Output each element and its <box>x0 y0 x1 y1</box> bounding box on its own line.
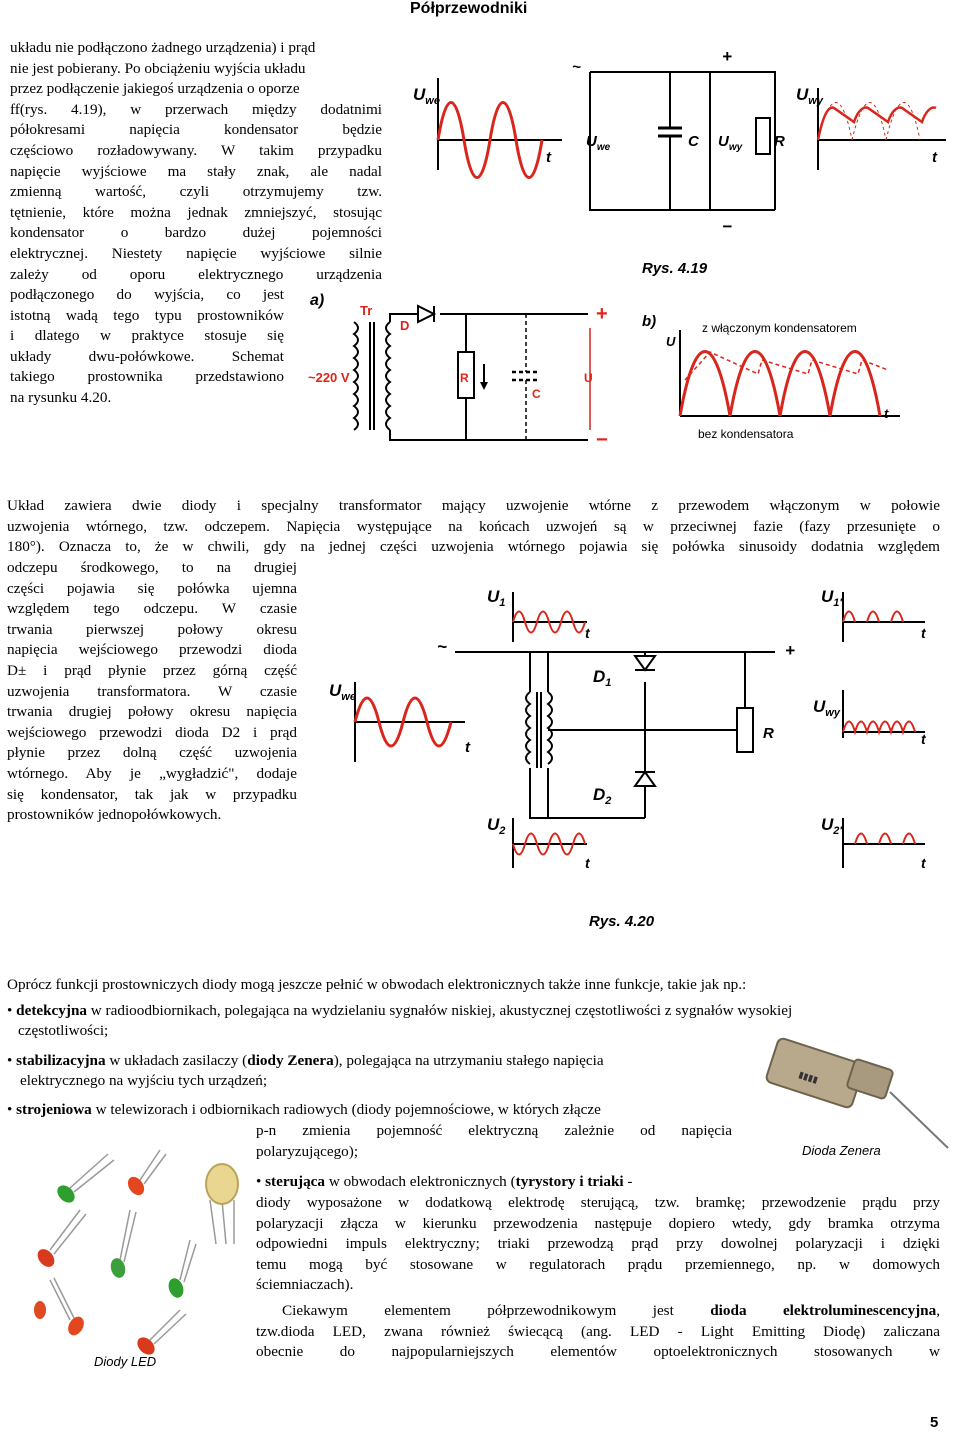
top-paragraph-narrow <box>10 285 284 409</box>
diode-lead <box>890 1092 948 1148</box>
t-label: t <box>921 625 926 641</box>
d2-label: $D_2$ <box>593 785 612 807</box>
led-caption: Diody LED <box>94 1354 157 1369</box>
bullet-stabilizacyjna <box>7 1051 737 1072</box>
text-line: przez podłączenie jakiegoś urządzenia o oporze <box>10 80 300 98</box>
figure-caption: Rys. 4.20 <box>589 913 655 930</box>
bullet-text: w radioodbiornikach, polegająca na wydzielaniu sygnałów niskiej, akustycznej częstotliwości z sygnałów wysokiej <box>87 1002 793 1019</box>
bullet-strojeniowa <box>7 1100 737 1121</box>
bullet-continuation: częstotliwości; <box>18 1022 109 1039</box>
text-line: elektrycznej. Niestety napięcie wyjściowe silnie <box>10 244 382 262</box>
bullet-term: diody Zenera <box>247 1052 334 1069</box>
text-line: wejściowego przewodzi dioda D2 i prąd <box>7 723 297 741</box>
u1-label: $U_1$ <box>487 587 506 609</box>
u1p-label: $U_{1'}$ <box>821 587 843 609</box>
text-line: odpowiedni impuls elektryczny; triaki przewodzą prąd przy dowolnej polaryzacji i dzięki <box>256 1235 940 1253</box>
t-label: t <box>921 731 926 747</box>
tilde-label: ~ <box>572 59 581 76</box>
resistor <box>756 118 770 154</box>
bullet-text: w układach zasilaczy ( <box>105 1052 248 1069</box>
uwy-circuit-label: $U_{wy}$ <box>718 133 743 153</box>
figure-4-20 <box>315 572 955 944</box>
bullet-term: strojeniowa <box>16 1101 92 1118</box>
bullet-sterujaca-body <box>256 1193 940 1296</box>
text-line: Ciekawym elementem półprzewodnikowym jest dioda elektroluminescencyjna, <box>282 1302 941 1319</box>
bullet-term: sterująca <box>265 1173 326 1190</box>
bullet-continuation: elektrycznego na wyjściu tych urządzeń; <box>20 1072 268 1089</box>
plus-label: + <box>785 641 795 660</box>
led-red <box>34 1246 58 1270</box>
led-diodes-image <box>10 1140 250 1375</box>
v220-label: ~220 V <box>308 370 350 385</box>
r-label: R <box>763 725 774 742</box>
text-line: częściowo rozładowywany. W takim przypadku <box>10 141 382 159</box>
text-line: trwania pierwszej połowy okresu <box>7 620 297 638</box>
led-green <box>166 1276 186 1300</box>
r-label: R <box>774 133 785 150</box>
u2p-wave <box>855 834 915 845</box>
u-label: U <box>584 371 593 385</box>
c-label: C <box>688 133 699 150</box>
bullet-text: - <box>623 1173 633 1190</box>
text-line: zmienną wartość, czyli otrzymujemy tzw. <box>10 183 382 201</box>
bullet-dot: • <box>7 1101 13 1118</box>
bullet-text: w obwodach elektronicznych ( <box>325 1173 516 1190</box>
text-line: takiego prostownika przedstawiono <box>10 368 284 386</box>
led-green <box>54 1182 78 1206</box>
uwy-label: $U_{wy}$ <box>813 697 840 719</box>
u-axis-label: U <box>666 334 676 349</box>
text-line: układy dwu-połówkowe. Schemat <box>10 347 284 365</box>
resistor <box>737 708 753 752</box>
text-line: i dlatego w praktyce stosuje się <box>10 327 284 345</box>
text-line: uzwojenia wtórnego, tzw. odczepem. Napięcia występujące na końcach uzwojeń są w przeciwnej fazie (fazy przesunięte o <box>7 517 940 535</box>
bullet-dot: • <box>7 1002 13 1019</box>
circuit-wire <box>590 72 775 210</box>
diode-d1-symbol <box>635 656 655 670</box>
text-line: napięcie wyjściowe ma stały znak, ale nadal <box>10 162 382 180</box>
led-large <box>206 1164 238 1204</box>
with-cap-label: z włączonym kondensatorem <box>702 321 857 335</box>
figure-caption: Rys. 4.19 <box>642 260 708 277</box>
text-line: polaryzacji złącza w kierunku przewodzenia następuje dopiero wtedy, gdy bramka otrzyma <box>256 1214 940 1232</box>
secondary-winding <box>386 322 390 430</box>
t-label: t <box>585 855 590 871</box>
led-paragraph <box>256 1301 940 1363</box>
text-line: kondensator o bardzo dużej pojemności <box>10 224 382 242</box>
r-label: R <box>460 371 469 385</box>
bullet-text: ), polegająca na utrzymaniu stałego napięcia <box>333 1052 604 1069</box>
text-line: temu mogą być stosowane w regulatorach prądu przemiennego, np. w domowych <box>256 1255 940 1273</box>
text-line: zależy od oporu elektrycznego urządzenia <box>10 265 382 283</box>
text-line: wtórnego. Aby je „wygładzić", dodaje <box>7 764 297 782</box>
without-cap-label: bez kondensatora <box>698 427 794 441</box>
u2-label: $U_2$ <box>487 815 506 837</box>
uwe-circuit-label: $U_{we}$ <box>586 133 611 153</box>
text-line: tzw.dioda LED, zwana również świecącą (ang. LED - Light Emitting Diodę) zaliczana <box>256 1322 940 1340</box>
bullet-detekcyjna <box>7 1001 947 1022</box>
text-line: ff(rys. 4.19), w przerwach między dodatnimi <box>10 100 382 118</box>
c-label: C <box>532 387 541 401</box>
led-red <box>125 1174 148 1198</box>
primary-winding <box>526 692 530 764</box>
page-header: Półprzewodniki <box>410 0 528 17</box>
text-line: uzwojenia transformatora. W czasie <box>7 682 297 700</box>
bullet-text: w telewizorach i odbiornikach radiowych (diody pojemnościowe, w których złącze <box>91 1101 601 1118</box>
t-label: t <box>546 149 551 166</box>
circuit-wire <box>390 314 588 440</box>
text-line: Układ zawiera dwie diody i specjalny transformator mający uzwojenie wtórne z przewodem włączonym w połowie <box>7 497 940 514</box>
text-line: diody wyposażone w dodatkową elektrodę sterującą, tzw. bramkę; przewodzenie prądu przy <box>256 1194 940 1211</box>
svg-text:▮▮▮▮: ▮▮▮▮ <box>797 1069 820 1085</box>
t-label: t <box>921 855 926 871</box>
bullet-continuation: p-n zmienia pojemność elektryczną zależnie od napięcia <box>256 1122 732 1139</box>
text-line: tętnienie, które można jednak zmniejszyć, stosując <box>10 203 382 221</box>
text-line: obecnie do najpopularniejszych elementów optoelektronicznych stosowanych w <box>256 1343 940 1361</box>
ripple-wave <box>818 108 936 140</box>
diode-d2-symbol <box>635 772 655 786</box>
middle-paragraph <box>7 496 940 558</box>
zener-diode-image <box>740 1030 955 1170</box>
t-label: t <box>884 406 889 421</box>
b-label: b) <box>642 313 657 330</box>
text-line: na rysunku 4.20. <box>10 388 112 406</box>
t-label: t <box>465 739 470 756</box>
u1p-wave <box>843 612 903 623</box>
secondary-winding <box>548 692 552 764</box>
d1-label: $D_1$ <box>593 667 612 689</box>
plus-label: + <box>722 47 732 66</box>
plus-label: + <box>596 303 608 325</box>
primary-winding <box>354 322 358 430</box>
u2p-label: $U_{2'}$ <box>821 815 843 837</box>
minus-label: − <box>722 217 732 236</box>
text-line: trwania drugiej połowy okresu napięcia <box>7 703 297 721</box>
text-line: 180°). Oznacza to, że w chwili, gdy na jednej części uzwojenia wtórnego pojawia się połówka sinusoidy dodatnia względem <box>7 538 940 556</box>
a-label: a) <box>310 292 325 309</box>
smoothed-wave <box>685 352 888 380</box>
text-line: nie jest pobierany. Po obciążeniu wyjścia układu <box>10 59 306 77</box>
t-label: t <box>585 625 590 641</box>
tr-label: Tr <box>360 303 373 318</box>
text-line: istotną wadą tego typu prostowników <box>10 306 284 324</box>
page-number: 5 <box>930 1414 939 1431</box>
uwy-wave <box>843 722 915 733</box>
full-half-wave <box>680 352 880 417</box>
bullet-sterujaca <box>256 1172 940 1193</box>
text-line: napięcia wejściowego przewodzi dioda <box>7 641 297 659</box>
figure-4-19 <box>290 30 960 450</box>
uwy-label: $U_{wy}$ <box>796 85 823 107</box>
bullet-term: stabilizacyjna <box>16 1052 106 1069</box>
bullet-continuation: polaryzującego); <box>256 1143 359 1160</box>
text-line: prostowników jednopołówkowych. <box>7 806 222 824</box>
text-line: D± i prąd płynie przez górną część <box>7 661 297 679</box>
minus-label: − <box>596 429 608 450</box>
uwe-label: $U_{we}$ <box>413 85 440 107</box>
zener-caption: Dioda Zenera <box>802 1143 881 1158</box>
bullet-term: detekcyjna <box>16 1002 87 1019</box>
bullet-term: tyrystory i triaki <box>515 1173 624 1190</box>
bullet-dot: • <box>256 1173 262 1190</box>
text-line: ściemniaczach). <box>256 1276 354 1294</box>
text-line: odczepu środkowego, to na drugiej <box>7 559 297 576</box>
text-line: części pojawia się połówka ujemna <box>7 579 297 597</box>
text-line: się kondensator, tak jak w przypadku <box>7 785 297 803</box>
bullet-dot: • <box>7 1052 13 1069</box>
text-line: względem tego odczepu. W czasie <box>7 600 297 618</box>
intro-line: Oprócz funkcji prostowniczych diody mogą jeszcze pełnić w obwodach elektronicznych także inne funkcje, takie jak np.: <box>7 976 747 993</box>
text-line: układu nie podłączono żadnego urządzenia) i prąd <box>10 39 316 56</box>
text-line: półokresami napięcia kondensator będzie <box>10 121 382 139</box>
t-label: t <box>932 149 937 166</box>
led-red <box>34 1301 46 1319</box>
middle-paragraph-narrow <box>7 558 297 826</box>
text-line: podłączonego do wyjścia, co jest <box>10 286 284 303</box>
d-label: D <box>400 318 410 333</box>
tilde-label: ~ <box>437 637 447 656</box>
diode-symbol <box>418 306 434 322</box>
text-line: płynie przez dolną część uzwojenia <box>7 744 297 762</box>
uwe-label: $U_{we}$ <box>329 681 356 703</box>
